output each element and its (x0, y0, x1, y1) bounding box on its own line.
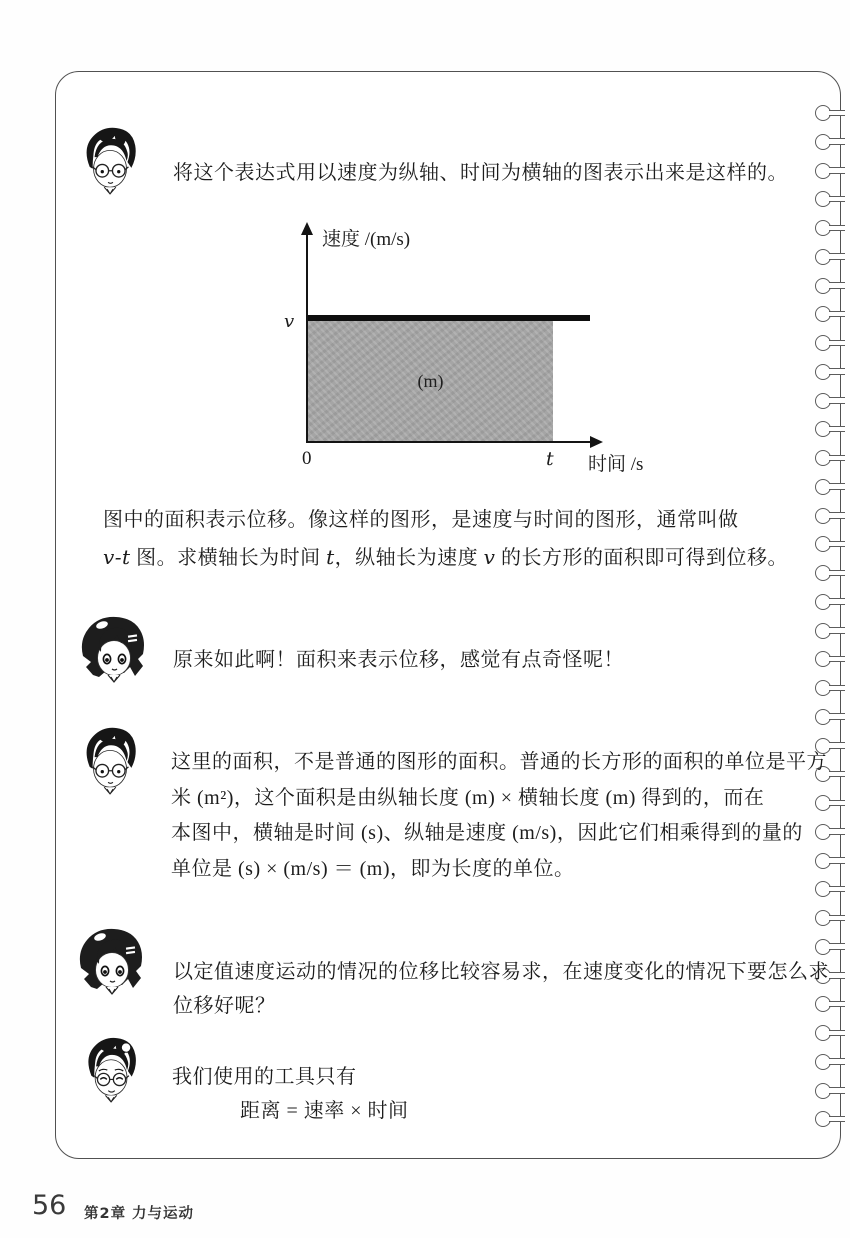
dialogue-4-line: 以定值速度运动的情况的位移比较容易求，在速度变化的情况下要怎么求 (173, 961, 829, 983)
binder-ring (815, 1054, 847, 1072)
binder-ring (815, 479, 847, 497)
binder-ring (815, 163, 847, 181)
x-axis (306, 441, 592, 443)
girl-avatar-icon (80, 613, 148, 689)
dialogue-1-text: 将这个表达式用以速度为纵轴、时间为横轴的图表示出来是这样的。 (173, 162, 788, 184)
binder-ring (815, 623, 847, 641)
x-tick-0: 0 (302, 448, 312, 469)
dialogue-4-text (173, 955, 829, 1023)
area-unit-label: (m) (417, 370, 444, 391)
dialogue-3-text (171, 745, 827, 887)
narration-line-2 (103, 539, 788, 577)
dialogue-3-line: 本图中，横轴是时间 (s)、纵轴是速度 (m/s)，因此它们相乘得到的量的 (171, 822, 803, 844)
binder-ring (815, 364, 847, 382)
dialogue-3-line: 这里的面积，不是普通的图形的面积。普通的长方形的面积的单位是平方 (171, 751, 827, 773)
x-tick-t: t (546, 448, 554, 470)
text-segment: t (326, 544, 335, 569)
dialogue-3-line: 单位是 (s) × (m/s) ＝ (m)，即为长度的单位。 (171, 857, 575, 880)
narration-line-1: 图中的面积表示位移。像这样的图形，是速度与时间的图形，通常叫做 (103, 509, 739, 531)
displacement-area (308, 321, 553, 441)
page-number: 56 (32, 1190, 67, 1221)
binder-ring (815, 709, 847, 727)
binder-ring (815, 278, 847, 296)
binder-ring (815, 565, 847, 583)
dialogue-5-text: 我们使用的工具只有 (172, 1066, 357, 1088)
binder-ring (815, 1025, 847, 1043)
x-axis-arrow-icon (590, 436, 603, 448)
binder-ring (815, 134, 847, 152)
binder-ring (815, 680, 847, 698)
boy-happy-avatar-icon (82, 1034, 142, 1108)
binder-ring (815, 536, 847, 554)
y-tick-v: v (284, 311, 295, 332)
chapter-title: 力与运动 (132, 1206, 194, 1222)
binder-ring (815, 335, 847, 353)
boy-avatar-icon (80, 726, 142, 798)
binder-ring (815, 393, 847, 411)
girl-avatar-icon (78, 924, 146, 1002)
chapter-label: 第2章 (84, 1206, 127, 1222)
binder-ring (815, 249, 847, 267)
binder-ring (815, 594, 847, 612)
vt-graph (280, 222, 710, 484)
dialogue-4-line: 位移好呢？ (173, 995, 276, 1017)
binder-ring (815, 1083, 847, 1101)
distance-formula: 距离 = 速率 × 时间 (240, 1100, 409, 1122)
binder-ring (815, 651, 847, 669)
binder-ring (815, 191, 847, 209)
narration-paragraph (103, 502, 788, 576)
binder-ring (815, 220, 847, 238)
y-axis-label: 速度 /(m/s) (322, 229, 411, 250)
text-segment: 图。求横轴长为时间 (130, 546, 327, 569)
binder-ring (815, 1111, 847, 1129)
binder-ring (815, 910, 847, 928)
text-segment: v (483, 544, 496, 569)
text-segment: 的长方形的面积即可得到位移。 (495, 546, 788, 569)
dialogue-2-text: 原来如此啊！面积来表示位移，感觉有点奇怪呢！ (173, 649, 624, 671)
binder-ring (815, 450, 847, 468)
text-segment: v-t (103, 544, 131, 569)
binder-ring (815, 421, 847, 439)
x-axis-label: 时间 /s (588, 454, 644, 475)
dialogue-3-line: 米 (m²)，这个面积是由纵轴长度 (m) × 横轴长度 (m) 得到的，而在 (171, 786, 765, 809)
binder-ring (815, 105, 847, 123)
binder-ring (815, 306, 847, 324)
text-segment: ，纵轴长为速度 (334, 546, 484, 569)
binder-ring (815, 508, 847, 526)
boy-avatar-icon (80, 126, 142, 198)
